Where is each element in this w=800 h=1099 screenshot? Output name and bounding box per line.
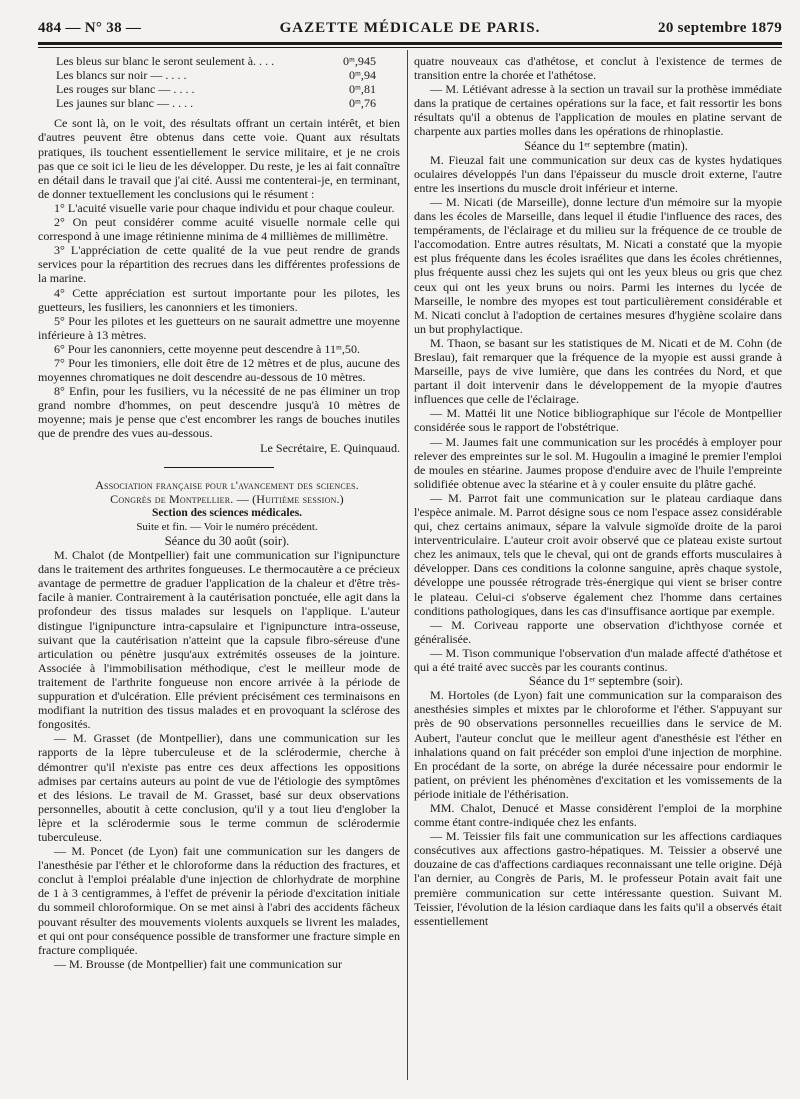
paragraph-chalot: M. Chalot (de Montpellier) fait une communication sur l'ignipuncture dans le traitement des arthrites fongueuses. Le thermocautère a ce précieux avantage de permettre de graduer l'application de la chaleur et d'être très-facile à manier. Contrairement à la cautérisation ponctuée, elle agit dans la profondeur des tissus malades sur lesquels on l'applique. L'auteur distingue l'ignipuncture intra-capsulaire et l'ignipuncture intra-osseuse, suivant que la cautérisation n'atteint que la capsule fibro-séreuse d'une articulation ou pénètre jusqu'aux extrémités osseuses de la jointure. Associée à l'immobilisation méthodique, c'est le meilleur mode de traitement de l'arthrite fongueuse non encore arrivée à la période de suppuration et d'ulcération. Elle prévient précisément ces terminaisons en modifiant la nutrition des tissus malades et en provoquant la sclérose des fongosités. [38,548,400,732]
conclusion-6: 6° Pour les canonniers, cette moyenne peut descendre à 11ᵐ,50. [54,341,360,356]
conclusion-8: 8° Enfin, pour les fusiliers, vu la nécessité de ne pas éliminer un trop grand nombre d'hommes, on peut descendre jusqu'à 10 mètres de moyenne; mais je pense que c'est encombrer les rangs de bouches inutiles que de prendre des vues au-dessous. [38,384,400,441]
signature: Le Secrétaire, E. Quinquaud. [260,440,400,455]
paragraph-fieuzal: M. Fieuzal fait une communication sur deux cas de kystes hydatiques oculaires développés l'un dans l'épaisseur du muscle droit externe, l'autre entre les insertions du muscle droit inférieur et interne. [414,152,782,195]
paragraph-chalot-denuce: MM. Chalot, Denucé et Masse considèrent l'emploi de la morphine comme étant contre-indiquée chez les enfants. [414,800,782,830]
conclusion-2: 2° On peut considérer comme acuité visuelle normale celle qui correspond à une image rétinienne minima de 4 millièmes de millimètre. [38,215,400,244]
paragraph-mattei: — M. Mattéi lit une Notice bibliographique sur l'école de Montpellier considérée sous le rapport de l'obstétrique. [414,406,782,435]
column-divider [407,50,408,1080]
conclusion-1: 1° L'acuité visuelle varie pour chaque individu et pour chaque couleur. [54,200,395,215]
conclusion-7: 7° Pour les timoniers, elle doit être de 12 mètres et de plus, aucune des moyennes chromatiques ne doit descendre au-dessous de 10 mètres. [38,355,400,385]
paragraph-poncet: — M. Poncet (de Lyon) fait une communication sur les dangers de l'anesthésie par l'éther et le chloroforme dans la réduction des fractures, et conclut à l'emploi préalable d'une injection de chlorhydrate de morphine de 1 à 3 centigrammes, à l'effet de prévenir la période d'excitation initiale du sommeil chloroformique. On se met ainsi à l'abri des accidents fâcheux pouvant résulter des mouvements violents auxquels se livrent les malades, et qui ont pour conséquence possible de transformer une fracture simple en fracture compliquée. [38,844,400,957]
visus-value: 0ᵐ,945 [343,54,376,68]
journal-title: GAZETTE MÉDICALE DE PARIS. [279,20,541,36]
session-heading-morning: Séance du 1ᵉʳ septembre (matin). [524,138,688,153]
paragraph-thaon: M. Thaon, se basant sur les statistiques de M. Nicati et de M. Cohn (de Breslau), fait remarquer que la fréquence de la myopie est aussi grande à Marseille, pays de vive lumière, que dans les contrées du Nord, et que partant il doit intervenir dans le développement de la myopie d'autres influences que celle de l'éclairage. [414,335,782,407]
paragraph-grasset: — M. Grasset (de Montpellier), dans une communication sur les rapports de la lèpre tuberculeuse et de la sclérodermie, cherche à démontrer qu'il n'existe pas entre ces deux affections les oppositions admises par certains auteurs au point de vue de l'étiologie des symptômes et des lésions. Le travail de M. Grasset, basé sur deux observations personnelles, aboutit à cette conclusion, qu'il y a tout lieu d'englober la lèpre et la sclérodermie sous le terme commun de sclérodermie tuberculeuse. [38,731,400,844]
paragraph-brousse-continued: quatre nouveaux cas d'athétose, et conclut à l'existence de termes de transition entre la chorée et l'athétose. [414,54,782,83]
paragraph-coriveau: — M. Coriveau rapporte une observation d'ichthyose cornée et généralisée. [414,617,782,646]
paragraph-brousse: — M. Brousse (de Montpellier) fait une communication sur [54,956,343,971]
visus-value: 0ᵐ,76 [349,96,376,111]
session-heading: Séance du 30 août (soir). [164,534,290,548]
visus-label: Les rouges sur blanc — . . . . [56,82,195,97]
paragraph-tison: — M. Tison communique l'observation d'un malade affecté d'athétose et qui a été traité avec succès par les courants continus. [414,645,782,675]
conclusion-3: 3° L'appréciation de cette qualité de la vue peut rendre de grands services pour la répartition des recrues dans les différentes professions de la marine. [38,243,400,286]
visus-row [46,96,376,110]
section-title: Section des sciences médicales. [151,506,303,519]
page-number: 484 — N° 38 — [38,20,142,36]
visus-value: 0ᵐ,81 [349,82,376,97]
section-subtitle: Suite et fin. — Voir le numéro précédent. [136,520,318,533]
paragraph-letievant: — M. Létiévant adresse à la section un travail sur la prothèse immédiate dans la pratique de certaines opérations sur la face, et fait ressortir les bons résultats qu'il a obtenus de l'application de moules en platine servant de charpente aux parties molles dans les opérations de rhinoplastie. [414,82,782,139]
conclusion-4: 4° Cette appréciation est surtout importante pour les pilotes, les guetteurs, les fusiliers, les canonniers et les timoniers. [38,285,400,314]
separator-rule [164,467,274,468]
visus-row [46,68,376,82]
conclusion-5: 5° Pour les pilotes et les guetteurs on ne saurait admettre une moyenne inférieure à 13 mètres. [38,313,400,342]
paragraph-teissier: — M. Teissier fils fait une communication sur les affections cardiaques consécutives aux affections gastro-hépatiques. M. Teissier a observé une douzaine de cas d'affections cardiaques reconnaissant une telle origine. Déjà l'an dernier, au Congrès de Paris, M. le professeur Potain avait fait une première communication sur cette intéressante question. Suivant M. Teissier, l'évolution de la lésion cardiaque dans les faits qu'il a observés était essentiellement [414,829,782,928]
congress-heading: Congrès de Montpellier. — (Huitième session.) [110,491,344,506]
visus-label: Les jaunes sur blanc — . . . . [56,96,194,111]
page-header [38,16,782,40]
visus-label: Les blancs sur noir — . . . . [56,68,187,83]
visus-table [46,54,376,110]
issue-date: 20 septembre 1879 [658,20,782,36]
visus-label: Les bleus sur blanc le seront seulement à. . . . [56,54,275,68]
visus-row [46,54,376,68]
association-heading: Association française pour l'avancement des sciences. [95,477,359,492]
paragraph-parrot: — M. Parrot fait une communication sur le plateau cardiaque dans l'espèce animale. M. Parrot désigne sous ce nom l'espace assez considérable qui, chez certains animaux, sépare la valvule sigmoïde droite de la paroi interventriculaire. L'auteur croit avoir observé que ce plateau existe surtout chez les animaux, tels que le cheval, qui ont de grands efforts musculaires à développer. Dans ces conditions la colonne sanguine, après chaque systole, développe une poussée rétrograde très-énergique qui vient se briser contre le plateau. Celui-ci s'observe également chez l'homme dans certaines conditions pathologiques, dans les cas d'insuffisance aortique par exemple. [414,490,782,618]
left-column [38,54,400,971]
paragraph-results: Ce sont là, on le voit, des résultats offrant un certain intérêt, et bien d'autres peuvent être obtenus dans cette voie. Quant aux résultats pratiques, ils touchent essentiellement le service militaire, et je ne crois pas que ce soit ici le lieu de les développer. Du reste, je les ai fait connaître en détail dans le travail que j'ai cité. Aussi me contenterai-je, en terminant, de donner textuellement les conclusions qui le résument : [38,116,400,201]
visus-value: 0ᵐ,94 [349,68,376,83]
header-rule-thin [38,47,782,48]
right-column [414,54,782,928]
paragraph-jaumes: — M. Jaumes fait une communication sur les procédés à employer pour relever des empreintes sur le sol. M. Hugoulin a imaginé le premier l'emploi de moules en stéarine. Jaumes propose d'enduire avec de l'huile l'empreinte solidifiée obtenue avec la stéarine et à y couler ensuite du plâtre gaché. [414,434,782,491]
paragraph-nicati: — M. Nicati (de Marseille), donne lecture d'un mémoire sur la myopie dans les écoles de Marseille, dans lequel il étudie l'influence des races, des tempéraments, de l'éclairage et du milieu sur la fréquence de ce trouble de l'accomodation. Entre autres résultats, M. Nicati a constaté que la myopie est plus fréquente dans les écoles israélites que dans les écoles chrétiennes, plus fréquente aussi chez les sujets qui ont les yeux bleus ou gris que chez ceux qui ont les yeux bruns ou noirs. Parmi les internes du lycée de Marseille, le nombre des myopes est tout particulièrement considérable et M. Nicati conclut à l'adoption de certaines mesures d'hygiène scolaire dans un but prophylactique. [414,194,782,336]
session-heading-evening: Séance du 1ᵉʳ septembre (soir). [528,674,684,689]
paragraph-hortoles: M. Hortoles (de Lyon) fait une communication sur la comparaison des anesthésies simples et mixtes par le chloroforme et l'éther. S'appuyant sur près de 90 observations personnelles recueillies dans le service de M. Aubert, l'auteur conclut que le meilleur agent d'anesthésie est l'éther en inhalations quand on fait précéder son emploi d'une injection de morphine. En procédant de la sorte, on abrége la durée nécessaire pour endormir le patient, on prévient les phénomènes d'excitation et les vomissements de la période initiale de l'éthérisation. [414,688,782,801]
header-rule-thick [38,42,782,45]
visus-row [46,82,376,96]
